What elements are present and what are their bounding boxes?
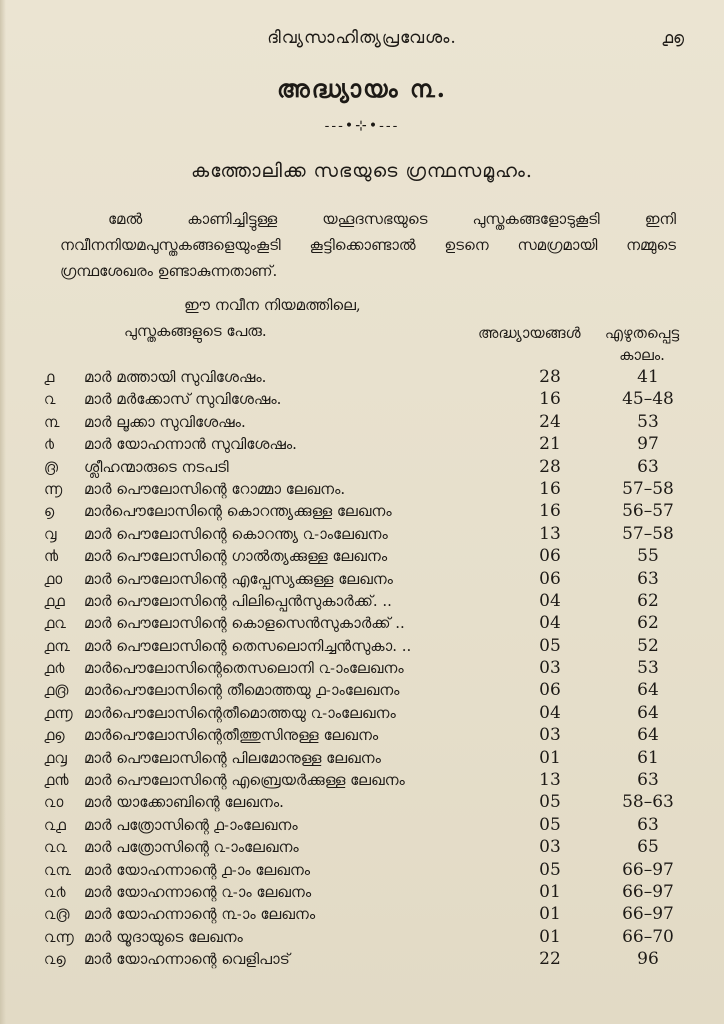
book-chapters: 28 xyxy=(539,456,561,477)
book-number: ൨൩ xyxy=(44,860,71,879)
book-name: മാർ മർക്കോസ് സുവിശേഷം. xyxy=(84,390,282,409)
book-number: ൭ xyxy=(44,502,55,521)
book-chapters: 03 xyxy=(539,837,561,858)
book-written-year: 96 xyxy=(637,949,659,970)
book-name: ശ്ലീഹന്മാരുടെ നടപടി xyxy=(84,457,229,476)
intro-paragraph: മേൽ കാണിച്ചിട്ടുള്ള യഹൂദസഭയുടെ പുസ്തകങ്ങളോടുകൂടി ഇനി നവീനനിയമപുസ്തകങ്ങളെയുംകൂടി കൂട്ടിക്കൊണ്ടാൽ ഉടനെ സമഗ്രമായി നമ്മുടെ ഗ്രന്ഥശേഖരം ഉണ്ടാകുന്നതാണ്. xyxy=(60,210,676,280)
book-row xyxy=(44,411,684,433)
book-row xyxy=(44,769,684,791)
book-name: മാർ പത്രോസിന്റെ ൨-ാംലേഖനം xyxy=(84,838,299,857)
book-row xyxy=(44,814,684,836)
book-chapters: 04 xyxy=(539,613,561,634)
book-chapters: 05 xyxy=(539,792,561,813)
book-name: മാർ പൌലോസിന്റെ തെസലൊനിച്ചൻസുകാ. .. xyxy=(84,636,412,655)
book-number: ൧൩ xyxy=(44,636,70,655)
book-row xyxy=(44,366,684,388)
book-number: ൯ xyxy=(44,547,59,566)
book-written-year: 61 xyxy=(637,747,659,768)
book-number: ൨൧ xyxy=(44,815,66,834)
book-written-year: 65 xyxy=(637,837,659,858)
book-written-year: 97 xyxy=(637,434,659,455)
book-row xyxy=(44,478,684,500)
book-list xyxy=(44,366,684,971)
page-number: ൧൭ xyxy=(662,28,684,47)
table-header xyxy=(44,296,684,366)
book-row xyxy=(44,500,684,522)
book-chapters: 24 xyxy=(539,411,561,432)
book-name: മാർ പൌലോസിന്റെ കൊറന്ത്യ ൨-ാംലേഖനം xyxy=(84,524,388,543)
book-row xyxy=(44,679,684,701)
book-chapters: 01 xyxy=(539,881,561,902)
book-name: മാർ യോഹന്നാന്റെ ൨-ാം ലേഖനം xyxy=(84,882,312,901)
book-row xyxy=(44,568,684,590)
book-number: ൧൯ xyxy=(44,771,69,790)
book-number: ൧൭ xyxy=(44,726,65,745)
book-written-year: 63 xyxy=(637,814,659,835)
section-title: കത്തോലിക്ക സഭയുടെ ഗ്രന്ഥസമൂഹം. xyxy=(191,160,533,182)
book-written-year: 63 xyxy=(637,568,659,589)
book-row xyxy=(44,635,684,657)
book-number: ൧൦ xyxy=(44,569,63,588)
book-written-year: 52 xyxy=(637,635,659,656)
book-chapters: 05 xyxy=(539,814,561,835)
book-number: ൨൭ xyxy=(44,950,66,969)
book-written-year: 66–97 xyxy=(622,904,674,925)
book-number: ൧ xyxy=(44,368,55,386)
book-number: ൧൧ xyxy=(44,591,65,610)
book-number: ൨൨ xyxy=(44,838,67,857)
book-written-year: 57–58 xyxy=(622,523,674,544)
book-chapters: 16 xyxy=(539,501,561,522)
book-chapters: 13 xyxy=(539,770,561,791)
book-number: ൨൦ xyxy=(44,793,64,812)
book-number: ൫ xyxy=(44,457,59,476)
book-name: മാർ പൌലോസിന്റെ പിലമോനുള്ള ലേഖനം xyxy=(84,748,381,767)
book-written-year: 66–70 xyxy=(622,926,674,947)
book-row xyxy=(44,523,684,545)
book-name: മാർ യോഹന്നാന്റെ ൩-ാം ലേഖനം xyxy=(84,905,316,924)
book-name: മാർ പൌലോസിന്റെ കൊളസെൻസുകാർക്ക് .. xyxy=(84,614,405,633)
book-number: ൨൬ xyxy=(44,927,74,946)
book-row xyxy=(44,948,684,970)
book-name: മാർ പത്രോസിന്റെ ൧-ാംലേഖനം xyxy=(84,815,298,834)
book-row xyxy=(44,903,684,925)
book-written-year: 55 xyxy=(637,546,659,567)
book-number: ൨൫ xyxy=(44,905,70,924)
book-name: മാർ പൌലോസിന്റെ റോമ്മാ ലേഖനം. xyxy=(84,479,346,498)
running-head: ദിവ്യസാഹിത്യപ്രവേശം. xyxy=(267,28,457,48)
book-row xyxy=(44,747,684,769)
book-chapters: 06 xyxy=(539,680,561,701)
book-number: ൧൪ xyxy=(44,659,65,678)
book-chapters: 03 xyxy=(539,658,561,679)
book-written-year: 64 xyxy=(637,680,659,701)
book-row xyxy=(44,926,684,948)
book-number: ൨ xyxy=(44,390,56,409)
book-written-year: 53 xyxy=(637,411,659,432)
book-number: ൧൬ xyxy=(44,703,73,722)
book-chapters: 06 xyxy=(539,568,561,589)
book-row xyxy=(44,791,684,813)
book-number: ൬ xyxy=(44,479,63,498)
book-name: മാർ യോഹന്നാന്റെ വെളിപാട് xyxy=(84,950,290,969)
book-chapters: 04 xyxy=(539,702,561,723)
book-chapters: 16 xyxy=(539,478,561,499)
book-written-year: 41 xyxy=(637,367,659,387)
book-written-year: 63 xyxy=(637,770,659,791)
book-chapters: 05 xyxy=(539,635,561,656)
book-row xyxy=(44,724,684,746)
book-row xyxy=(44,836,684,858)
book-chapters: 06 xyxy=(539,546,561,567)
book-row xyxy=(44,881,684,903)
scan-edge-shadow xyxy=(0,0,6,1024)
book-number: ൧൨ xyxy=(44,614,66,633)
book-written-year: 64 xyxy=(637,702,659,723)
book-chapters: 13 xyxy=(539,523,561,544)
book-written-year: 62 xyxy=(637,613,659,634)
book-chapters: 22 xyxy=(539,949,561,970)
book-written-year: 66–97 xyxy=(622,859,674,880)
table-heading-line: ഈ നവീന നിയമത്തിലെ, xyxy=(184,296,361,314)
book-chapters: 01 xyxy=(539,747,561,768)
book-row xyxy=(44,657,684,679)
book-name: മാർപൌലോസിന്റെ തീമൊത്തയു ൧-ാംലേഖനം xyxy=(84,681,400,700)
chapter-title: അദ്ധ്യായം ൩. xyxy=(276,74,448,103)
book-name: മാർ പൌലോസിന്റെ ഗാൽത്യക്കുള്ള ലേഖനം xyxy=(84,547,388,566)
book-number: ൮ xyxy=(44,524,57,543)
book-written-year: 64 xyxy=(637,725,659,746)
book-written-year: 62 xyxy=(637,590,659,611)
book-chapters: 05 xyxy=(539,859,561,880)
book-chapters: 28 xyxy=(539,367,561,387)
book-row xyxy=(44,388,684,410)
book-chapters: 21 xyxy=(539,434,561,455)
book-written-year: 56–57 xyxy=(622,501,674,522)
book-written-year: 57–58 xyxy=(622,478,674,499)
column-header-chapters: അദ്ധ്യായങ്ങൾ xyxy=(478,324,581,342)
book-written-year: 45–48 xyxy=(622,389,674,410)
book-number: ൩ xyxy=(44,412,60,431)
book-chapters: 16 xyxy=(539,389,561,410)
book-name: മാർപൌലോസിന്റെ കൊറന്ത്യക്കുള്ള ലേഖനം xyxy=(84,502,392,521)
column-header-names: പുസ്തകങ്ങളുടെ പേരു. xyxy=(124,322,267,340)
book-name: മാർ പൌലോസിന്റെ എപ്പേസ്യക്കുള്ള ലേഖനം xyxy=(84,569,393,588)
book-number: ൨൪ xyxy=(44,882,66,901)
page-header xyxy=(0,22,724,58)
book-written-year: 58–63 xyxy=(622,792,674,813)
book-name: മാർ പൌലോസിന്റെ എബ്രെയർക്കുള്ള ലേഖനം xyxy=(84,771,405,790)
book-written-year: 53 xyxy=(637,658,659,679)
column-header-written: എഴുതപ്പെട്ട കാലം. xyxy=(604,324,680,364)
book-chapters: 03 xyxy=(539,725,561,746)
book-name: മാർ യാക്കോബിന്റെ ലേഖനം. xyxy=(84,793,284,812)
book-name: മാർ യോഹന്നാൻ സുവിശേഷം. xyxy=(84,435,297,454)
book-row xyxy=(44,859,684,881)
book-row xyxy=(44,612,684,634)
book-chapters: 04 xyxy=(539,590,561,611)
book-chapters: 01 xyxy=(539,904,561,925)
book-written-year: 63 xyxy=(637,456,659,477)
book-row xyxy=(44,433,684,455)
book-chapters: 01 xyxy=(539,926,561,947)
ornament-divider: ---•⊹•--- xyxy=(324,118,400,134)
book-name: മാർപൌലോസിന്റെതീമൊത്തയു ൨-ാംലേഖനം xyxy=(84,703,396,722)
book-number: ൧൮ xyxy=(44,748,67,767)
book-name: മാർപൌലോസിന്റെതെസലൊനി ൨-ാംലേഖനം xyxy=(84,659,404,678)
book-name: മാർ ലൂക്കാ സുവിശേഷം. xyxy=(84,412,246,431)
book-row xyxy=(44,590,684,612)
book-row xyxy=(44,456,684,478)
book-name: മാർ യോഹന്നാന്റെ ൧-ാം ലേഖനം xyxy=(84,860,311,879)
book-name: മാർ പൌലോസിന്റെ പിലിപ്പെൻസുകാർക്ക്. .. xyxy=(84,591,392,610)
book-name: മാർപൌലോസിന്റെതീത്തുസിനുള്ള ലേഖനം xyxy=(84,726,379,745)
book-written-year: 66–97 xyxy=(622,881,674,902)
book-number: ൪ xyxy=(44,435,54,454)
book-row xyxy=(44,702,684,724)
book-number: ൧൫ xyxy=(44,681,69,700)
book-name: മാർ മത്തായി സുവിശേഷം. xyxy=(84,368,267,386)
book-name: മാർ യൂദായുടെ ലേഖനം xyxy=(84,927,243,946)
book-row xyxy=(44,545,684,567)
